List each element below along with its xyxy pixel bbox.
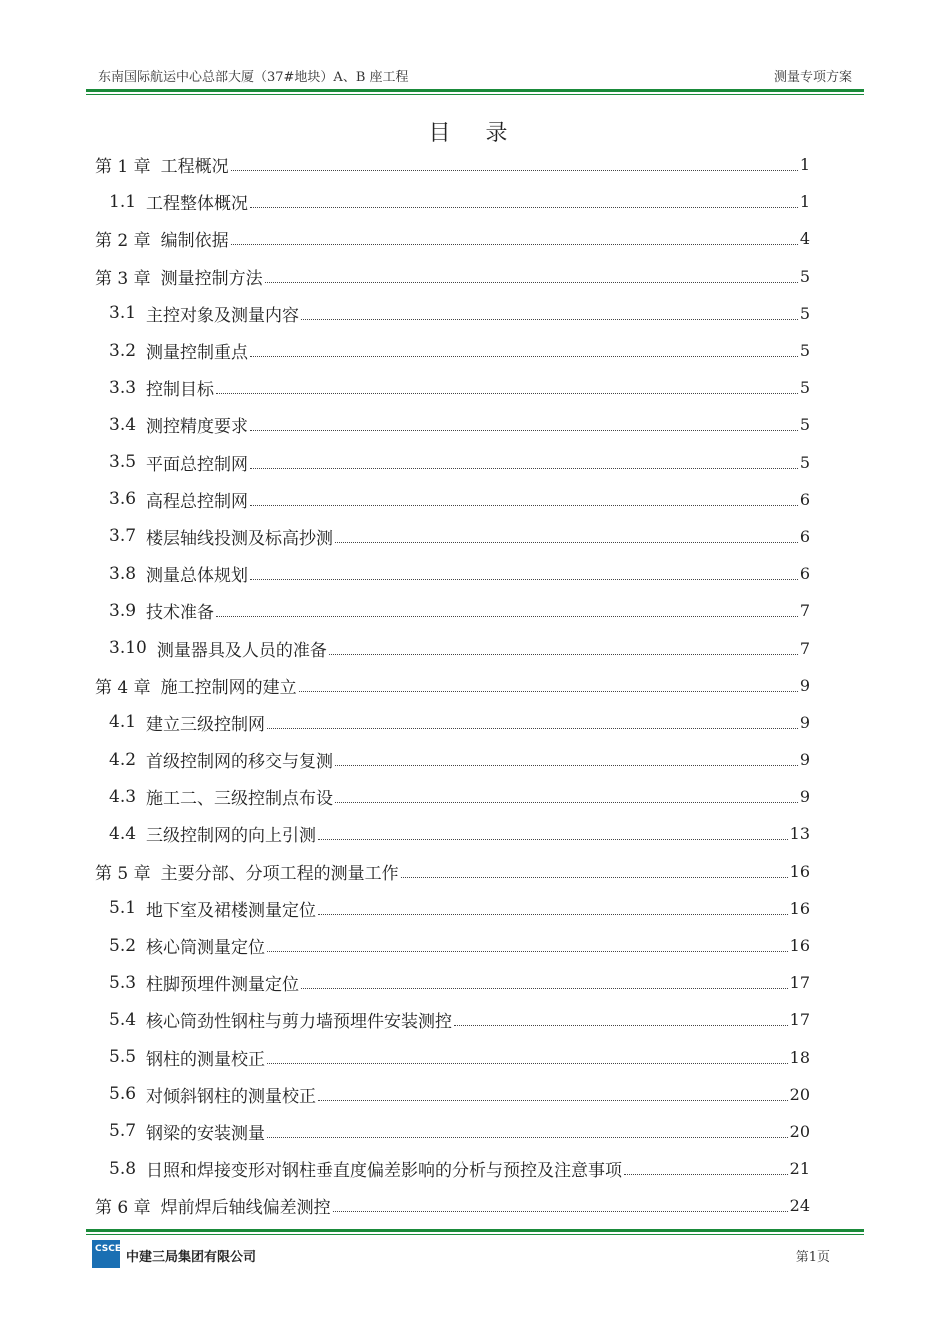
toc-entry-text: 施工二、三级控制点布设 [146, 789, 334, 810]
toc-entry-text: 测量控制重点 [146, 343, 249, 364]
toc-entry-page: 5 [799, 378, 810, 398]
toc-leader-dots [250, 430, 798, 431]
toc-section-entry[interactable] [95, 1113, 810, 1150]
toc-section-entry[interactable] [95, 927, 810, 964]
table-of-contents [95, 146, 810, 1224]
toc-entry-text: 技术准备 [146, 603, 215, 624]
toc-entry-text: 楼层轴线投测及标高抄测 [146, 528, 334, 549]
toc-section-entry[interactable] [95, 964, 810, 1001]
toc-entry-page: 9 [799, 750, 810, 770]
toc-leader-dots [624, 1174, 788, 1175]
toc-leader-dots [231, 244, 798, 245]
toc-chapter-entry[interactable] [95, 853, 810, 890]
toc-section-entry[interactable] [95, 592, 810, 629]
toc-entry-page: 20 [789, 1121, 810, 1141]
toc-entry-text: 控制目标 [146, 380, 215, 401]
page-footer [92, 1238, 830, 1270]
footer-rule-thick [86, 1229, 864, 1232]
toc-leader-dots [216, 393, 798, 394]
toc-entry-text: 建立三级控制网 [146, 714, 266, 735]
toc-chapter-entry[interactable] [95, 258, 810, 295]
toc-entry-page: 9 [799, 675, 810, 695]
toc-section-entry[interactable] [95, 890, 810, 927]
toc-entry-number: 3.1 [109, 303, 137, 324]
header-rule-thick [86, 89, 864, 92]
toc-entry-page: 16 [789, 861, 810, 881]
toc-entry-page: 24 [789, 1196, 810, 1216]
toc-entry-number: 5.3 [109, 972, 137, 993]
toc-entry-number: 第 5 章 [95, 863, 151, 884]
toc-entry-page: 5 [799, 341, 810, 361]
toc-entry-number: 第 2 章 [95, 231, 151, 252]
toc-section-entry[interactable] [95, 481, 810, 518]
company-logo-icon [92, 1240, 128, 1268]
toc-entry-page: 16 [789, 898, 810, 918]
page-header [86, 66, 864, 88]
toc-entry-page: 6 [799, 564, 810, 584]
toc-entry-text: 主要分部、分项工程的测量工作 [160, 863, 399, 884]
toc-leader-dots [267, 728, 798, 729]
header-doc-title: 测量专项方案 [773, 70, 852, 85]
toc-entry-text: 核心筒测量定位 [146, 938, 266, 959]
toc-entry-text: 日照和焊接变形对钢柱垂直度偏差影响的分析与预控及注意事项 [146, 1161, 623, 1182]
toc-entry-page: 20 [789, 1084, 810, 1104]
toc-entry-number: 3.2 [109, 340, 137, 361]
toc-entry-text: 地下室及裙楼测量定位 [146, 900, 317, 921]
toc-entry-page: 9 [799, 787, 810, 807]
toc-entry-number: 5.5 [109, 1047, 137, 1068]
toc-section-entry[interactable] [95, 369, 810, 406]
toc-entry-page: 21 [789, 1159, 810, 1179]
toc-entry-number: 3.6 [109, 489, 137, 510]
toc-entry-text: 编制依据 [160, 231, 229, 252]
toc-entry-number: 3.9 [109, 600, 137, 621]
toc-chapter-entry[interactable] [95, 667, 810, 704]
toc-leader-dots [250, 579, 798, 580]
toc-entry-text: 测控精度要求 [146, 417, 249, 438]
toc-entry-number: 3.10 [109, 638, 147, 659]
toc-leader-dots [250, 207, 798, 208]
toc-section-entry[interactable] [95, 555, 810, 592]
toc-leader-dots [267, 951, 788, 952]
toc-entry-text: 主控对象及测量内容 [146, 305, 300, 326]
toc-entry-number: 4.4 [109, 823, 137, 844]
toc-section-entry[interactable] [95, 332, 810, 369]
toc-entry-number: 3.4 [109, 414, 137, 435]
toc-leader-dots [454, 1025, 788, 1026]
logo-text: CSCEC [95, 1244, 128, 1254]
toc-leader-dots [335, 765, 798, 766]
toc-section-entry[interactable] [95, 295, 810, 332]
toc-entry-text: 首级控制网的移交与复测 [146, 752, 334, 773]
toc-leader-dots [250, 356, 798, 357]
toc-entry-page: 5 [799, 415, 810, 435]
toc-leader-dots [401, 877, 788, 878]
toc-entry-page: 7 [799, 638, 810, 658]
toc-leader-dots [301, 319, 798, 320]
toc-entry-page: 17 [789, 1010, 810, 1030]
toc-entry-page: 5 [799, 266, 810, 286]
toc-entry-number: 4.2 [109, 749, 137, 770]
toc-entry-text: 钢梁的安装测量 [146, 1123, 266, 1144]
toc-entry-text: 三级控制网的向上引测 [146, 826, 317, 847]
toc-leader-dots [250, 468, 798, 469]
toc-section-entry[interactable] [95, 444, 810, 481]
toc-entry-number: 第 4 章 [95, 677, 151, 698]
toc-entry-number: 5.6 [109, 1084, 137, 1105]
toc-entry-page: 4 [799, 229, 810, 249]
toc-entry-page: 5 [799, 303, 810, 323]
toc-entry-text: 对倾斜钢柱的测量校正 [146, 1086, 317, 1107]
toc-leader-dots [267, 1063, 788, 1064]
toc-entry-number: 5.2 [109, 935, 137, 956]
toc-leader-dots [318, 914, 788, 915]
toc-leader-dots [335, 802, 798, 803]
toc-entry-page: 13 [789, 824, 810, 844]
toc-entry-number: 5.7 [109, 1121, 137, 1142]
header-project-title: 东南国际航运中心总部大厦（37#地块）A、B 座工程 [98, 70, 409, 85]
toc-section-entry[interactable] [95, 1150, 810, 1187]
toc-entry-number: 3.5 [109, 452, 137, 473]
toc-leader-dots [231, 170, 798, 171]
toc-entry-page: 6 [799, 489, 810, 509]
header-rule-thin [86, 94, 864, 95]
toc-section-entry[interactable] [95, 1039, 810, 1076]
toc-entry-page: 6 [799, 526, 810, 546]
toc-entry-text: 施工控制网的建立 [160, 677, 297, 698]
toc-entry-number: 5.8 [109, 1158, 137, 1179]
toc-entry-number: 第 6 章 [95, 1198, 151, 1219]
toc-section-entry[interactable] [95, 778, 810, 815]
toc-chapter-entry[interactable] [95, 220, 810, 257]
toc-leader-dots [318, 839, 788, 840]
footer-company-name: 中建三局集团有限公司 [126, 1250, 257, 1265]
toc-leader-dots [335, 542, 798, 543]
footer-rule-thin [86, 1234, 864, 1235]
toc-entry-number: 4.3 [109, 786, 137, 807]
toc-section-entry[interactable] [95, 406, 810, 443]
toc-entry-number: 第 1 章 [95, 157, 151, 178]
toc-entry-page: 17 [789, 973, 810, 993]
toc-entry-page: 7 [799, 601, 810, 621]
toc-leader-dots [329, 654, 798, 655]
toc-entry-page: 5 [799, 452, 810, 472]
toc-section-entry[interactable] [95, 183, 810, 220]
toc-leader-dots [267, 1137, 788, 1138]
toc-section-entry[interactable] [95, 815, 810, 852]
toc-entry-page: 1 [799, 155, 810, 175]
toc-section-entry[interactable] [95, 741, 810, 778]
toc-entry-text: 工程整体概况 [146, 194, 249, 215]
toc-entry-text: 测量控制方法 [160, 268, 263, 289]
toc-leader-dots [299, 691, 798, 692]
toc-entry-text: 平面总控制网 [146, 454, 249, 475]
toc-entry-page: 9 [799, 712, 810, 732]
toc-entry-number: 3.7 [109, 526, 137, 547]
footer-page-number: 第1页 [795, 1250, 830, 1265]
toc-entry-number: 5.1 [109, 898, 137, 919]
toc-entry-text: 钢柱的测量校正 [146, 1049, 266, 1070]
toc-section-entry[interactable] [95, 629, 810, 666]
toc-entry-text: 焊前焊后轴线偏差测控 [160, 1198, 331, 1219]
toc-section-entry[interactable] [95, 1001, 810, 1038]
toc-entry-text: 柱脚预埋件测量定位 [146, 975, 300, 996]
toc-entry-page: 1 [799, 192, 810, 212]
toc-leader-dots [250, 505, 798, 506]
toc-entry-page: 16 [789, 936, 810, 956]
toc-section-entry[interactable] [95, 518, 810, 555]
toc-entry-text: 测量器具及人员的准备 [156, 640, 327, 661]
toc-chapter-entry[interactable] [95, 1187, 810, 1224]
toc-entry-number: 4.1 [109, 712, 137, 733]
toc-leader-dots [265, 282, 798, 283]
toc-entry-number: 3.8 [109, 563, 137, 584]
toc-entry-page: 18 [789, 1047, 810, 1067]
toc-section-entry[interactable] [95, 1076, 810, 1113]
toc-leader-dots [216, 616, 798, 617]
toc-leader-dots [301, 988, 788, 989]
toc-entry-number: 3.3 [109, 377, 137, 398]
toc-leader-dots [318, 1100, 788, 1101]
toc-title: 目 录 [428, 121, 522, 146]
toc-entry-number: 5.4 [109, 1009, 137, 1030]
toc-entry-number: 第 3 章 [95, 268, 151, 289]
toc-entry-text: 核心筒劲性钢柱与剪力墙预埋件安装测控 [146, 1012, 453, 1033]
toc-chapter-entry[interactable] [95, 146, 810, 183]
toc-leader-dots [333, 1211, 788, 1212]
toc-entry-number: 1.1 [109, 191, 137, 212]
toc-section-entry[interactable] [95, 704, 810, 741]
toc-entry-text: 高程总控制网 [146, 491, 249, 512]
toc-entry-text: 工程概况 [160, 157, 229, 178]
toc-entry-text: 测量总体规划 [146, 566, 249, 587]
